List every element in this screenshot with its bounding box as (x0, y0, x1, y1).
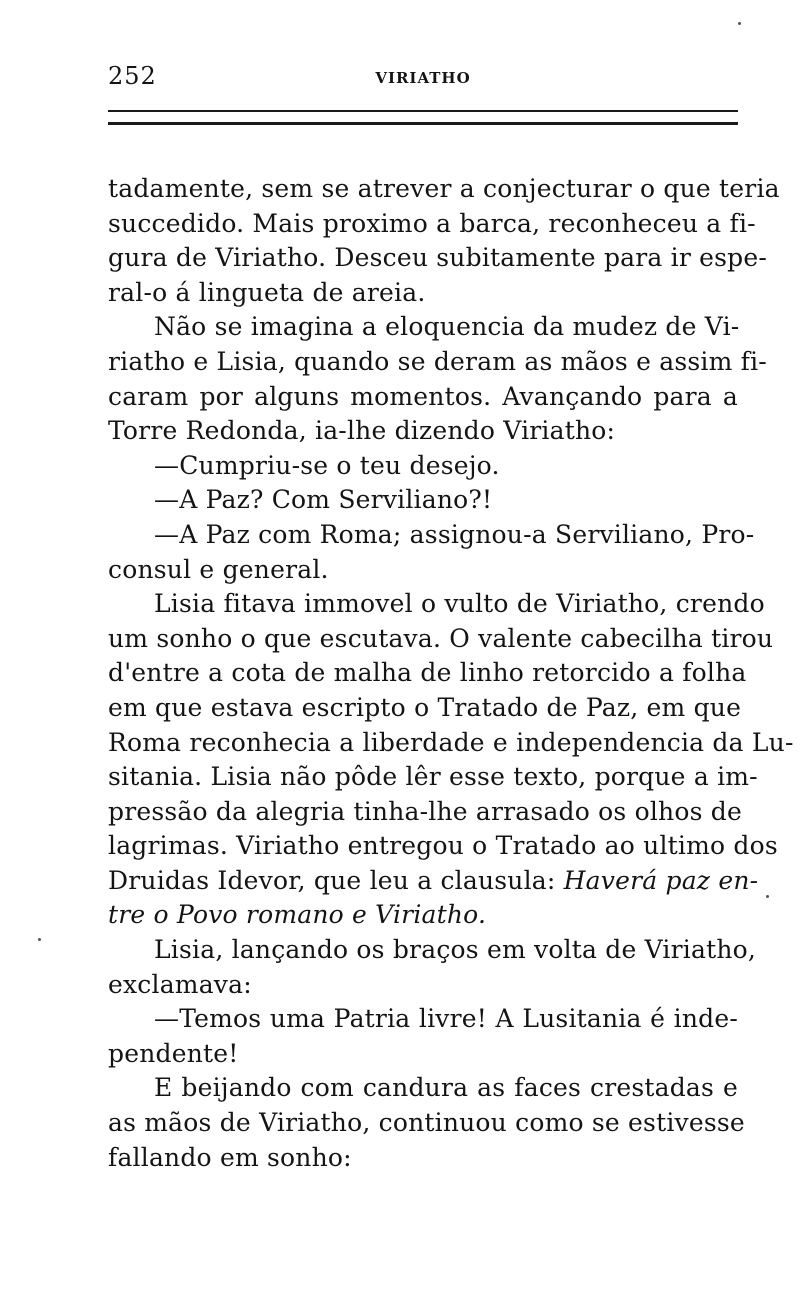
text-line: Lisia, lançando os braços em volta de Viriatho, (154, 935, 757, 965)
text-line: caram por alguns momentos. Avançando para a (108, 381, 738, 411)
text-line: as mãos de Viriatho, continuou como se estivesse (108, 1108, 745, 1138)
dialogue-line: —A Paz? Com Serviliano?! (154, 485, 493, 515)
body-text (108, 172, 794, 1175)
italic-quote: Haverá paz en- (563, 865, 759, 895)
print-speck (766, 895, 769, 898)
text-line: Roma reconhecia a liberdade e independencia da Lu- (108, 727, 794, 757)
text-line: consul e general. (108, 554, 329, 584)
text-line: Lisia fitava immovel o vulto de Viriatho, crendo (154, 589, 765, 619)
text-line (108, 898, 738, 933)
text-line: em que estava escripto o Tratado de Paz, em que (108, 692, 742, 722)
text-line: Torre Redonda, ia-lhe dizendo Viriatho: (108, 416, 616, 446)
text-line: um sonho o que escutava. O valente cabecilha tirou (108, 623, 774, 653)
text-line: Não se imagina a eloquencia da mudez de Vi- (154, 312, 740, 342)
dialogue-line: —Cumpriu-se o teu desejo. (154, 450, 500, 480)
text-line: pressão da alegria tinha-lhe arrasado os olhos de (108, 796, 742, 826)
page-header (108, 62, 738, 92)
italic-quote: tre o Povo romano e Viriatho. (108, 900, 487, 930)
text-line: tadamente, sem se atrever a conjecturar o que teria (108, 174, 780, 203)
dialogue-line: —Temos uma Patria livre! A Lusitania é inde- (154, 1004, 738, 1034)
text-line: d'entre a cota de malha de linho retorcido a folha (108, 658, 747, 688)
text-line: E beijando com candura as faces crestadas e (154, 1073, 738, 1103)
text-line: exclamava: (108, 969, 252, 999)
text-line (108, 864, 759, 899)
text-line: gura de Viriatho. Desceu subitamente para ir espe- (108, 243, 768, 273)
print-speck (738, 22, 741, 25)
text-line: pendente! (108, 1038, 239, 1068)
text-line: riatho e Lisia, quando se deram as mãos e assim fi- (108, 346, 767, 376)
text-line: fallando em sonho: (108, 1142, 352, 1172)
header-rule-thick (108, 122, 738, 125)
dialogue-line: —A Paz com Roma; assignou-a Serviliano, Pro- (154, 519, 755, 549)
text-segment: Druidas Idevor, que leu a clausula: (108, 865, 556, 895)
print-speck (38, 938, 41, 941)
text-line: lagrimas. Viriatho entregou o Tratado ao ultimo dos (108, 831, 778, 861)
text-line: succedido. Mais proximo a barca, reconheceu a fi- (108, 208, 756, 238)
text-line: ral-o á lingueta de areia. (108, 277, 426, 307)
header-rule-thin (108, 110, 738, 112)
running-title: VIRIATHO (375, 69, 471, 87)
page-number: 252 (108, 62, 157, 90)
text-line: sitania. Lisia não pôde lêr esse texto, porque a im- (108, 762, 758, 792)
